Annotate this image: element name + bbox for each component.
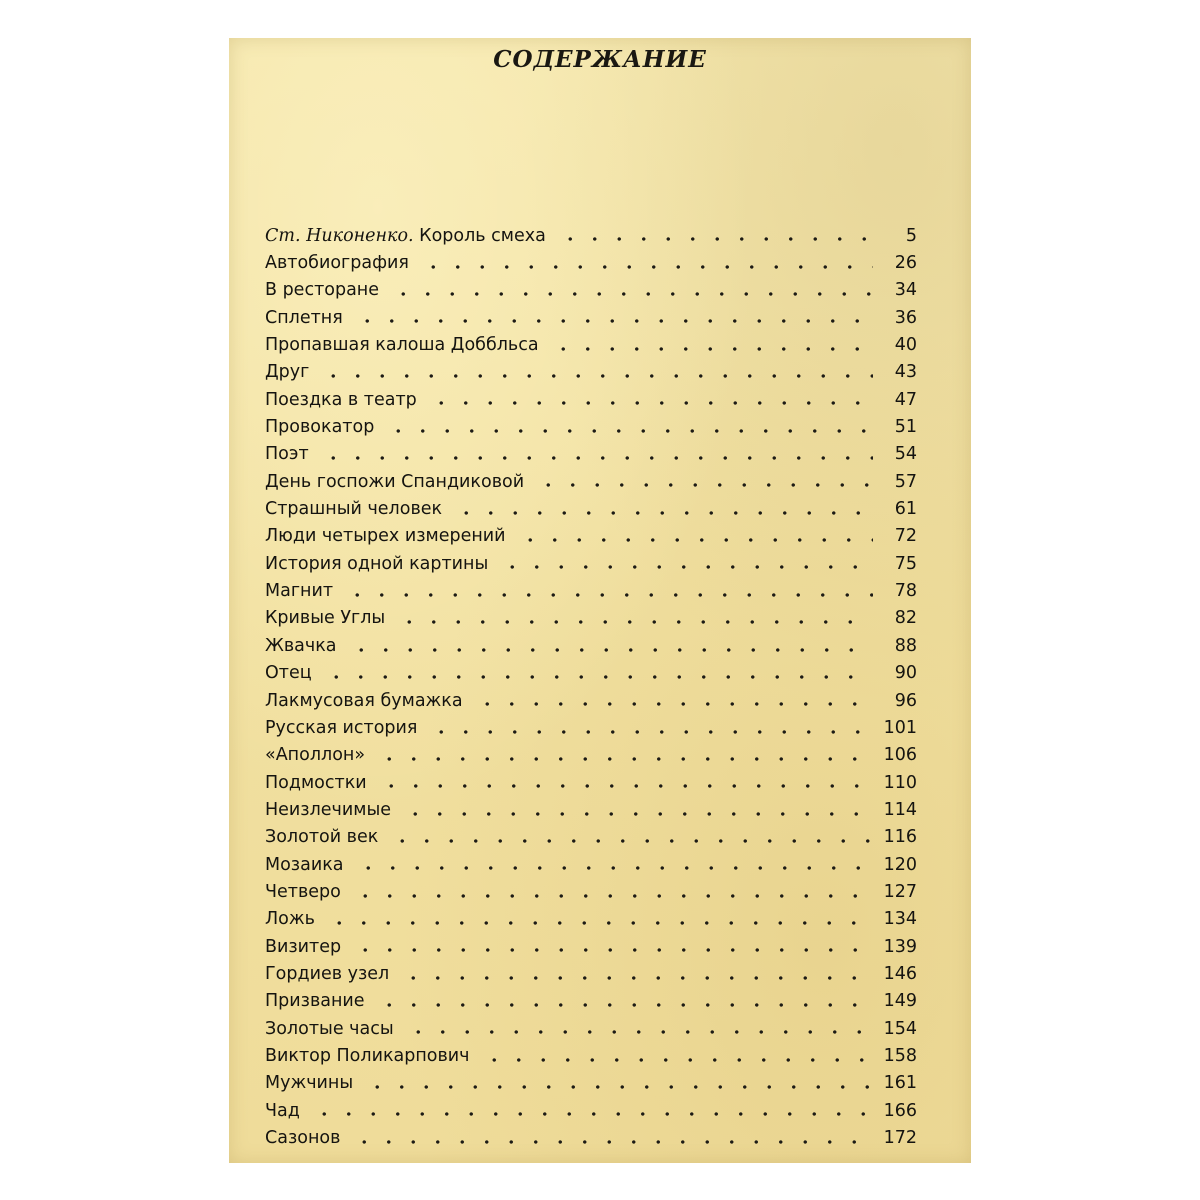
dot-leader <box>317 374 873 378</box>
toc-entry <box>265 249 917 276</box>
toc-entry-page-number: 120 <box>883 854 917 875</box>
toc-entry-title-text: Виктор Поликарпович <box>265 1045 470 1066</box>
toc-entry-title-text: Люди четырех измерений <box>265 526 506 547</box>
dot-leader <box>397 976 873 980</box>
toc-entry-page-number: 146 <box>883 963 917 984</box>
toc-entry-title-text: В ресторане <box>265 280 380 301</box>
toc-entry <box>265 359 917 386</box>
toc-entry-title <box>265 827 384 847</box>
dot-leader <box>382 429 873 433</box>
toc-entry-title <box>265 909 321 929</box>
dot-leader <box>547 347 873 351</box>
toc-entry-page-number: 90 <box>894 663 917 684</box>
toc-entry-title <box>265 280 385 300</box>
toc-entry <box>265 1042 917 1069</box>
toc-entry <box>265 413 917 440</box>
toc-entry <box>265 1015 917 1042</box>
toc-entry <box>265 550 917 577</box>
toc-entry <box>265 331 917 358</box>
toc-entry-title-text: Четверо <box>265 881 341 902</box>
toc-entry-page-number: 161 <box>883 1073 917 1094</box>
toc-entry-author: Ст. Никоненко. <box>265 225 414 246</box>
toc-entry-title-text: Призвание <box>265 991 365 1012</box>
dot-leader <box>450 511 873 515</box>
toc-entry-page-number: 127 <box>883 881 917 902</box>
toc-entry-title <box>265 554 494 574</box>
toc-entry-title <box>265 253 415 273</box>
dot-leader <box>375 784 873 788</box>
toc-entry-title-text: Жвачка <box>265 635 337 656</box>
dot-leader <box>320 675 873 679</box>
toc-entry-title <box>265 1128 346 1148</box>
toc-entry-page-number: 78 <box>894 581 917 602</box>
toc-entry-page-number: 5 <box>905 225 917 246</box>
toc-entry-title <box>265 390 423 410</box>
toc-entry-title-text: Русская история <box>265 717 418 738</box>
dot-leader <box>348 1140 873 1144</box>
toc-entry-title <box>265 581 339 601</box>
toc-entry <box>265 1124 917 1151</box>
toc-entry <box>265 523 917 550</box>
toc-entry-page-number: 96 <box>894 690 917 711</box>
toc-entry-title <box>265 773 373 793</box>
toc-entry-title <box>265 1046 476 1066</box>
toc-entry-title <box>265 472 530 492</box>
toc-entry-title <box>265 362 315 382</box>
toc-entry-title <box>265 964 395 984</box>
toc-entry-title <box>265 1019 400 1039</box>
toc-entry-title-text: «Аполлон» <box>265 745 366 766</box>
toc-entry-title-text: Магнит <box>265 581 334 602</box>
dot-leader <box>341 593 873 597</box>
toc-entry <box>265 277 917 304</box>
toc-entry-title <box>265 1101 306 1121</box>
toc-entry-page-number: 47 <box>894 389 917 410</box>
dot-leader <box>425 401 873 405</box>
toc-entry-page-number: 43 <box>894 362 917 383</box>
dot-leader <box>317 456 873 460</box>
dot-leader <box>349 894 873 898</box>
toc-entry <box>265 1097 917 1124</box>
toc-entry-title-text: Мужчины <box>265 1073 354 1094</box>
dot-leader <box>373 757 873 761</box>
toc-entry-page-number: 116 <box>883 827 917 848</box>
toc-entry-title-text: Ложь <box>265 909 315 930</box>
toc-entry-title-text: Отец <box>265 663 312 684</box>
dot-leader <box>402 1030 873 1034</box>
toc-entry-title <box>265 691 469 711</box>
toc-entry-page-number: 26 <box>894 253 917 274</box>
book-page <box>229 38 971 1163</box>
toc-entry-title-text: Поездка в театр <box>265 389 417 410</box>
toc-entry-title <box>265 417 380 437</box>
toc-entry <box>265 687 917 714</box>
toc-entry-title-text: Поэт <box>265 444 309 465</box>
dot-leader <box>387 292 873 296</box>
toc-entry-page-number: 40 <box>894 335 917 356</box>
toc-entry <box>265 386 917 413</box>
dot-leader <box>349 948 873 952</box>
toc-entry-page-number: 88 <box>894 635 917 656</box>
toc-entry <box>265 441 917 468</box>
toc-entry <box>265 222 917 249</box>
toc-entry-title-text: Золотые часы <box>265 1018 394 1039</box>
dot-leader <box>323 921 873 925</box>
dot-leader <box>352 866 873 870</box>
toc-entry-page-number: 101 <box>883 717 917 738</box>
toc-entry-title <box>265 800 397 820</box>
toc-entry-title-text: Король смеха <box>419 225 546 246</box>
toc-entry-page-number: 149 <box>883 991 917 1012</box>
toc-entry-title <box>265 335 545 355</box>
toc-entry-page-number: 154 <box>883 1018 917 1039</box>
toc-entry-title-text: Пропавшая калоша Доббльса <box>265 335 539 356</box>
toc-entry <box>265 796 917 823</box>
toc-entry-title <box>265 855 350 875</box>
toc-entry-title-text: Подмостки <box>265 772 367 793</box>
toc-entry-title-text: Провокатор <box>265 417 375 438</box>
toc-entry-page-number: 51 <box>894 417 917 438</box>
toc-entry <box>265 468 917 495</box>
toc-entry <box>265 988 917 1015</box>
toc-entry-title <box>265 608 391 628</box>
toc-entry-page-number: 36 <box>894 307 917 328</box>
toc-entry <box>265 906 917 933</box>
toc-entry-title <box>265 444 315 464</box>
dot-leader <box>496 565 873 569</box>
toc-entry-title-text: Золотой век <box>265 827 379 848</box>
toc-entry-title-text: Автобиография <box>265 253 409 274</box>
toc-entry-page-number: 82 <box>894 608 917 629</box>
toc-entry-title <box>265 745 371 765</box>
dot-leader <box>345 648 873 652</box>
toc-entry-page-number: 34 <box>894 280 917 301</box>
dot-leader <box>361 1085 873 1089</box>
toc-entry-title-text: Друг <box>265 362 310 383</box>
toc-entry-title <box>265 718 423 738</box>
toc-entry <box>265 577 917 604</box>
toc-entry-page-number: 172 <box>883 1128 917 1149</box>
toc-entry-title-text: Неизлечимые <box>265 799 392 820</box>
dot-leader <box>417 265 873 269</box>
toc-entry-title <box>265 1073 359 1093</box>
toc-entry-page-number: 75 <box>894 553 917 574</box>
toc-entry-title-text: Визитер <box>265 936 342 957</box>
toc-entry <box>265 660 917 687</box>
toc-entry <box>265 933 917 960</box>
toc-entry-title <box>265 308 349 328</box>
toc-entry-page-number: 114 <box>883 799 917 820</box>
toc-entry <box>265 495 917 522</box>
toc-entry-page-number: 106 <box>883 745 917 766</box>
dot-leader <box>471 702 873 706</box>
toc-entry-title-text: Сазонов <box>265 1128 341 1149</box>
toc-entry-page-number: 61 <box>894 499 917 520</box>
dot-leader <box>514 538 873 542</box>
toc-entry-title-text: Страшный человек <box>265 499 443 520</box>
toc-entry-page-number: 134 <box>883 909 917 930</box>
toc-entry-title-text: Мозаика <box>265 854 344 875</box>
toc-entry-title <box>265 663 318 683</box>
toc-entry <box>265 714 917 741</box>
toc-entry-title <box>265 526 512 546</box>
toc-entry <box>265 742 917 769</box>
toc-entry-title-text: Чад <box>265 1100 300 1121</box>
toc-entry-page-number: 72 <box>894 526 917 547</box>
toc-entry-page-number: 139 <box>883 936 917 957</box>
toc-entry-title-text: Лакмусовая бумажка <box>265 690 463 711</box>
toc-entry <box>265 632 917 659</box>
toc-entry-page-number: 57 <box>894 471 917 492</box>
toc-entry <box>265 878 917 905</box>
toc-entry-title-text: Гордиев узел <box>265 963 390 984</box>
toc-entry-page-number: 158 <box>883 1045 917 1066</box>
toc-entry-title-text: День госпожи Спандиковой <box>265 471 525 492</box>
table-of-contents <box>265 222 917 1152</box>
toc-entry-page-number: 54 <box>894 444 917 465</box>
toc-entry <box>265 769 917 796</box>
dot-leader <box>554 237 873 241</box>
toc-entry-title <box>265 226 552 246</box>
toc-entry-page-number: 166 <box>883 1100 917 1121</box>
toc-entry-title <box>265 991 371 1011</box>
toc-entry <box>265 851 917 878</box>
dot-leader <box>478 1058 873 1062</box>
toc-entry-title <box>265 636 343 656</box>
toc-entry <box>265 824 917 851</box>
dot-leader <box>532 483 873 487</box>
toc-entry-title-text: Сплетня <box>265 307 343 328</box>
toc-entry-title <box>265 882 347 902</box>
dot-leader <box>399 812 873 816</box>
toc-entry-title-text: Кривые Углы <box>265 608 386 629</box>
toc-entry <box>265 1070 917 1097</box>
toc-entry-title <box>265 937 347 957</box>
toc-entry-title <box>265 499 448 519</box>
dot-leader <box>351 319 873 323</box>
page-title: СОДЕРЖАНИЕ <box>493 46 707 73</box>
toc-entry-title-text: История одной картины <box>265 553 489 574</box>
toc-entry-page-number: 110 <box>883 772 917 793</box>
toc-entry <box>265 960 917 987</box>
dot-leader <box>393 620 873 624</box>
toc-entry <box>265 304 917 331</box>
dot-leader <box>373 1003 873 1007</box>
toc-entry <box>265 605 917 632</box>
dot-leader <box>425 730 873 734</box>
dot-leader <box>308 1112 873 1116</box>
dot-leader <box>386 839 873 843</box>
